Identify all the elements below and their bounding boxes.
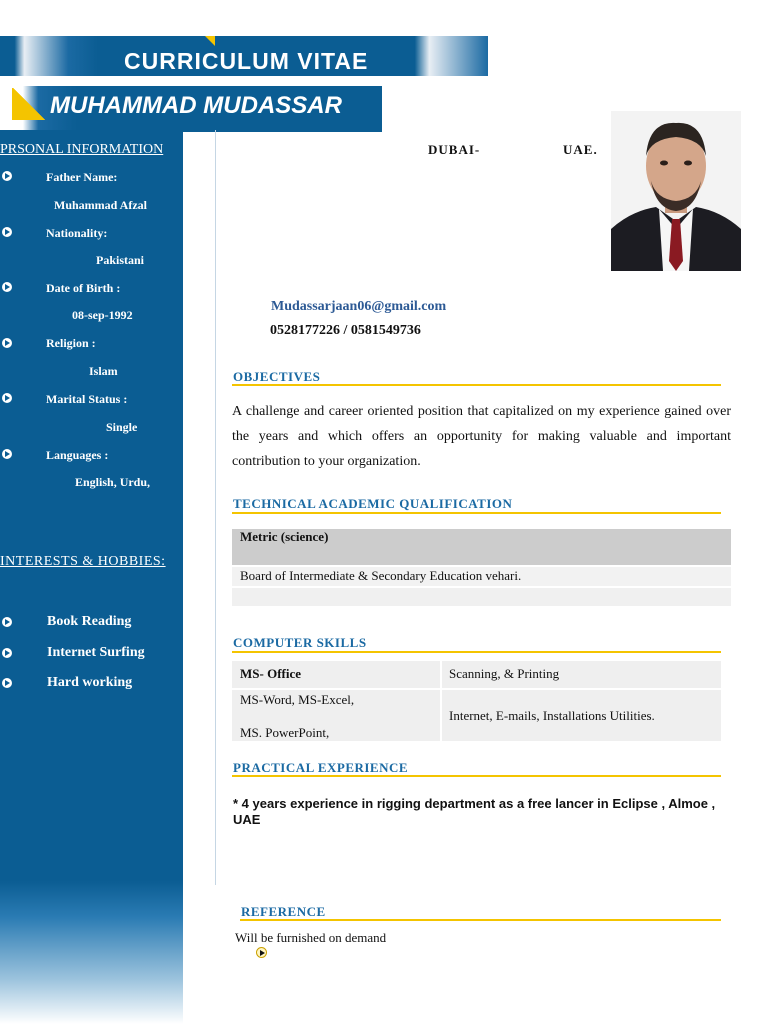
- objectives-heading: OBJECTIVES: [233, 369, 321, 384]
- qualification-row: [232, 567, 731, 586]
- skills-cell: [232, 661, 440, 688]
- nationality-label: Nationality:: [46, 226, 108, 240]
- section-rule: [232, 384, 721, 386]
- bullet-icon: [2, 393, 12, 403]
- office-heading: MS- Office: [240, 666, 302, 681]
- email: Mudassarjaan06@gmail.com: [271, 299, 447, 314]
- country: UAE.: [563, 142, 598, 157]
- interests-heading: INTERESTS & HOBBIES:: [0, 554, 166, 569]
- skills-cell: [442, 690, 721, 741]
- bullet-icon: [2, 648, 12, 658]
- hobby-item: Book Reading: [47, 614, 132, 629]
- skills-cell: [442, 661, 721, 688]
- languages-label: Languages :: [46, 448, 109, 462]
- name-accent-triangle: [12, 88, 46, 120]
- bullet-icon: [2, 678, 12, 688]
- hobby-item: Internet Surfing: [47, 645, 145, 660]
- nationality-value: Pakistani: [96, 253, 145, 267]
- reference-heading: REFERENCE: [241, 904, 326, 919]
- objective-text: A challenge and career oriented position that capitalized on my experience gained over the years and which offers an opportunity for making valuable and important contribution to your organization.: [232, 404, 731, 469]
- profile-photo: [611, 111, 741, 271]
- divider: [215, 130, 216, 885]
- languages-value: English, Urdu,: [75, 475, 151, 489]
- cv-title: CURRICULUM VITAE: [124, 48, 369, 74]
- bullet-icon: [2, 449, 12, 459]
- dob-value: 08-sep-1992: [72, 308, 133, 322]
- header-accent-triangle: [205, 36, 215, 46]
- practical-heading: PRACTICAL EXPERIENCE: [233, 760, 409, 775]
- section-rule: [232, 651, 721, 653]
- father-name-value: Muhammad Afzal: [54, 198, 147, 212]
- qualification-heading: TECHNICAL ACADEMIC QUALIFICATION: [233, 496, 513, 511]
- father-name-label: Father Name:: [46, 170, 118, 184]
- bullet-icon: [256, 947, 267, 958]
- degree: Metric (science): [240, 529, 329, 544]
- religion-label: Religion :: [46, 336, 96, 350]
- office-skill-line: MS-Word, MS-Excel,: [240, 692, 355, 707]
- skills-cell: [232, 690, 440, 741]
- internet-skill: Internet, E-mails, Installations Utilities.: [449, 708, 655, 723]
- office-skill-line: MS. PowerPoint,: [240, 725, 330, 740]
- bullet-icon: [2, 338, 12, 348]
- scanning-skill: Scanning, & Printing: [449, 666, 560, 681]
- section-rule: [240, 919, 721, 921]
- dob-label: Date of Birth :: [46, 281, 121, 295]
- computer-skills-heading: COMPUTER SKILLS: [233, 635, 367, 650]
- bullet-icon: [2, 282, 12, 292]
- bullet-icon: [2, 617, 12, 627]
- bullet-icon: [2, 171, 12, 181]
- hobby-item: Hard working: [47, 675, 133, 690]
- phone: 0528177226 / 0581549736: [270, 323, 421, 338]
- qualification-row: [232, 588, 731, 606]
- reference-text: Will be furnished on demand: [235, 930, 387, 945]
- marital-status-value: Single: [106, 420, 138, 434]
- board: Board of Intermediate & Secondary Education vehari.: [240, 568, 522, 583]
- personal-info-heading: PRSONAL INFORMATION: [0, 142, 164, 157]
- religion-value: Islam: [89, 364, 118, 378]
- marital-status-label: Marital Status :: [46, 392, 128, 406]
- section-rule: [232, 512, 721, 514]
- sidebar: [0, 130, 183, 1024]
- practical-text: * 4 years experience in rigging department as a free lancer in Eclipse , Almoe , UAE: [233, 796, 716, 827]
- city: DUBAI-: [428, 142, 481, 157]
- bullet-icon: [2, 227, 12, 237]
- candidate-name: MUHAMMAD MUDASSAR: [50, 92, 342, 119]
- qualification-row: [232, 529, 731, 565]
- section-rule: [232, 775, 721, 777]
